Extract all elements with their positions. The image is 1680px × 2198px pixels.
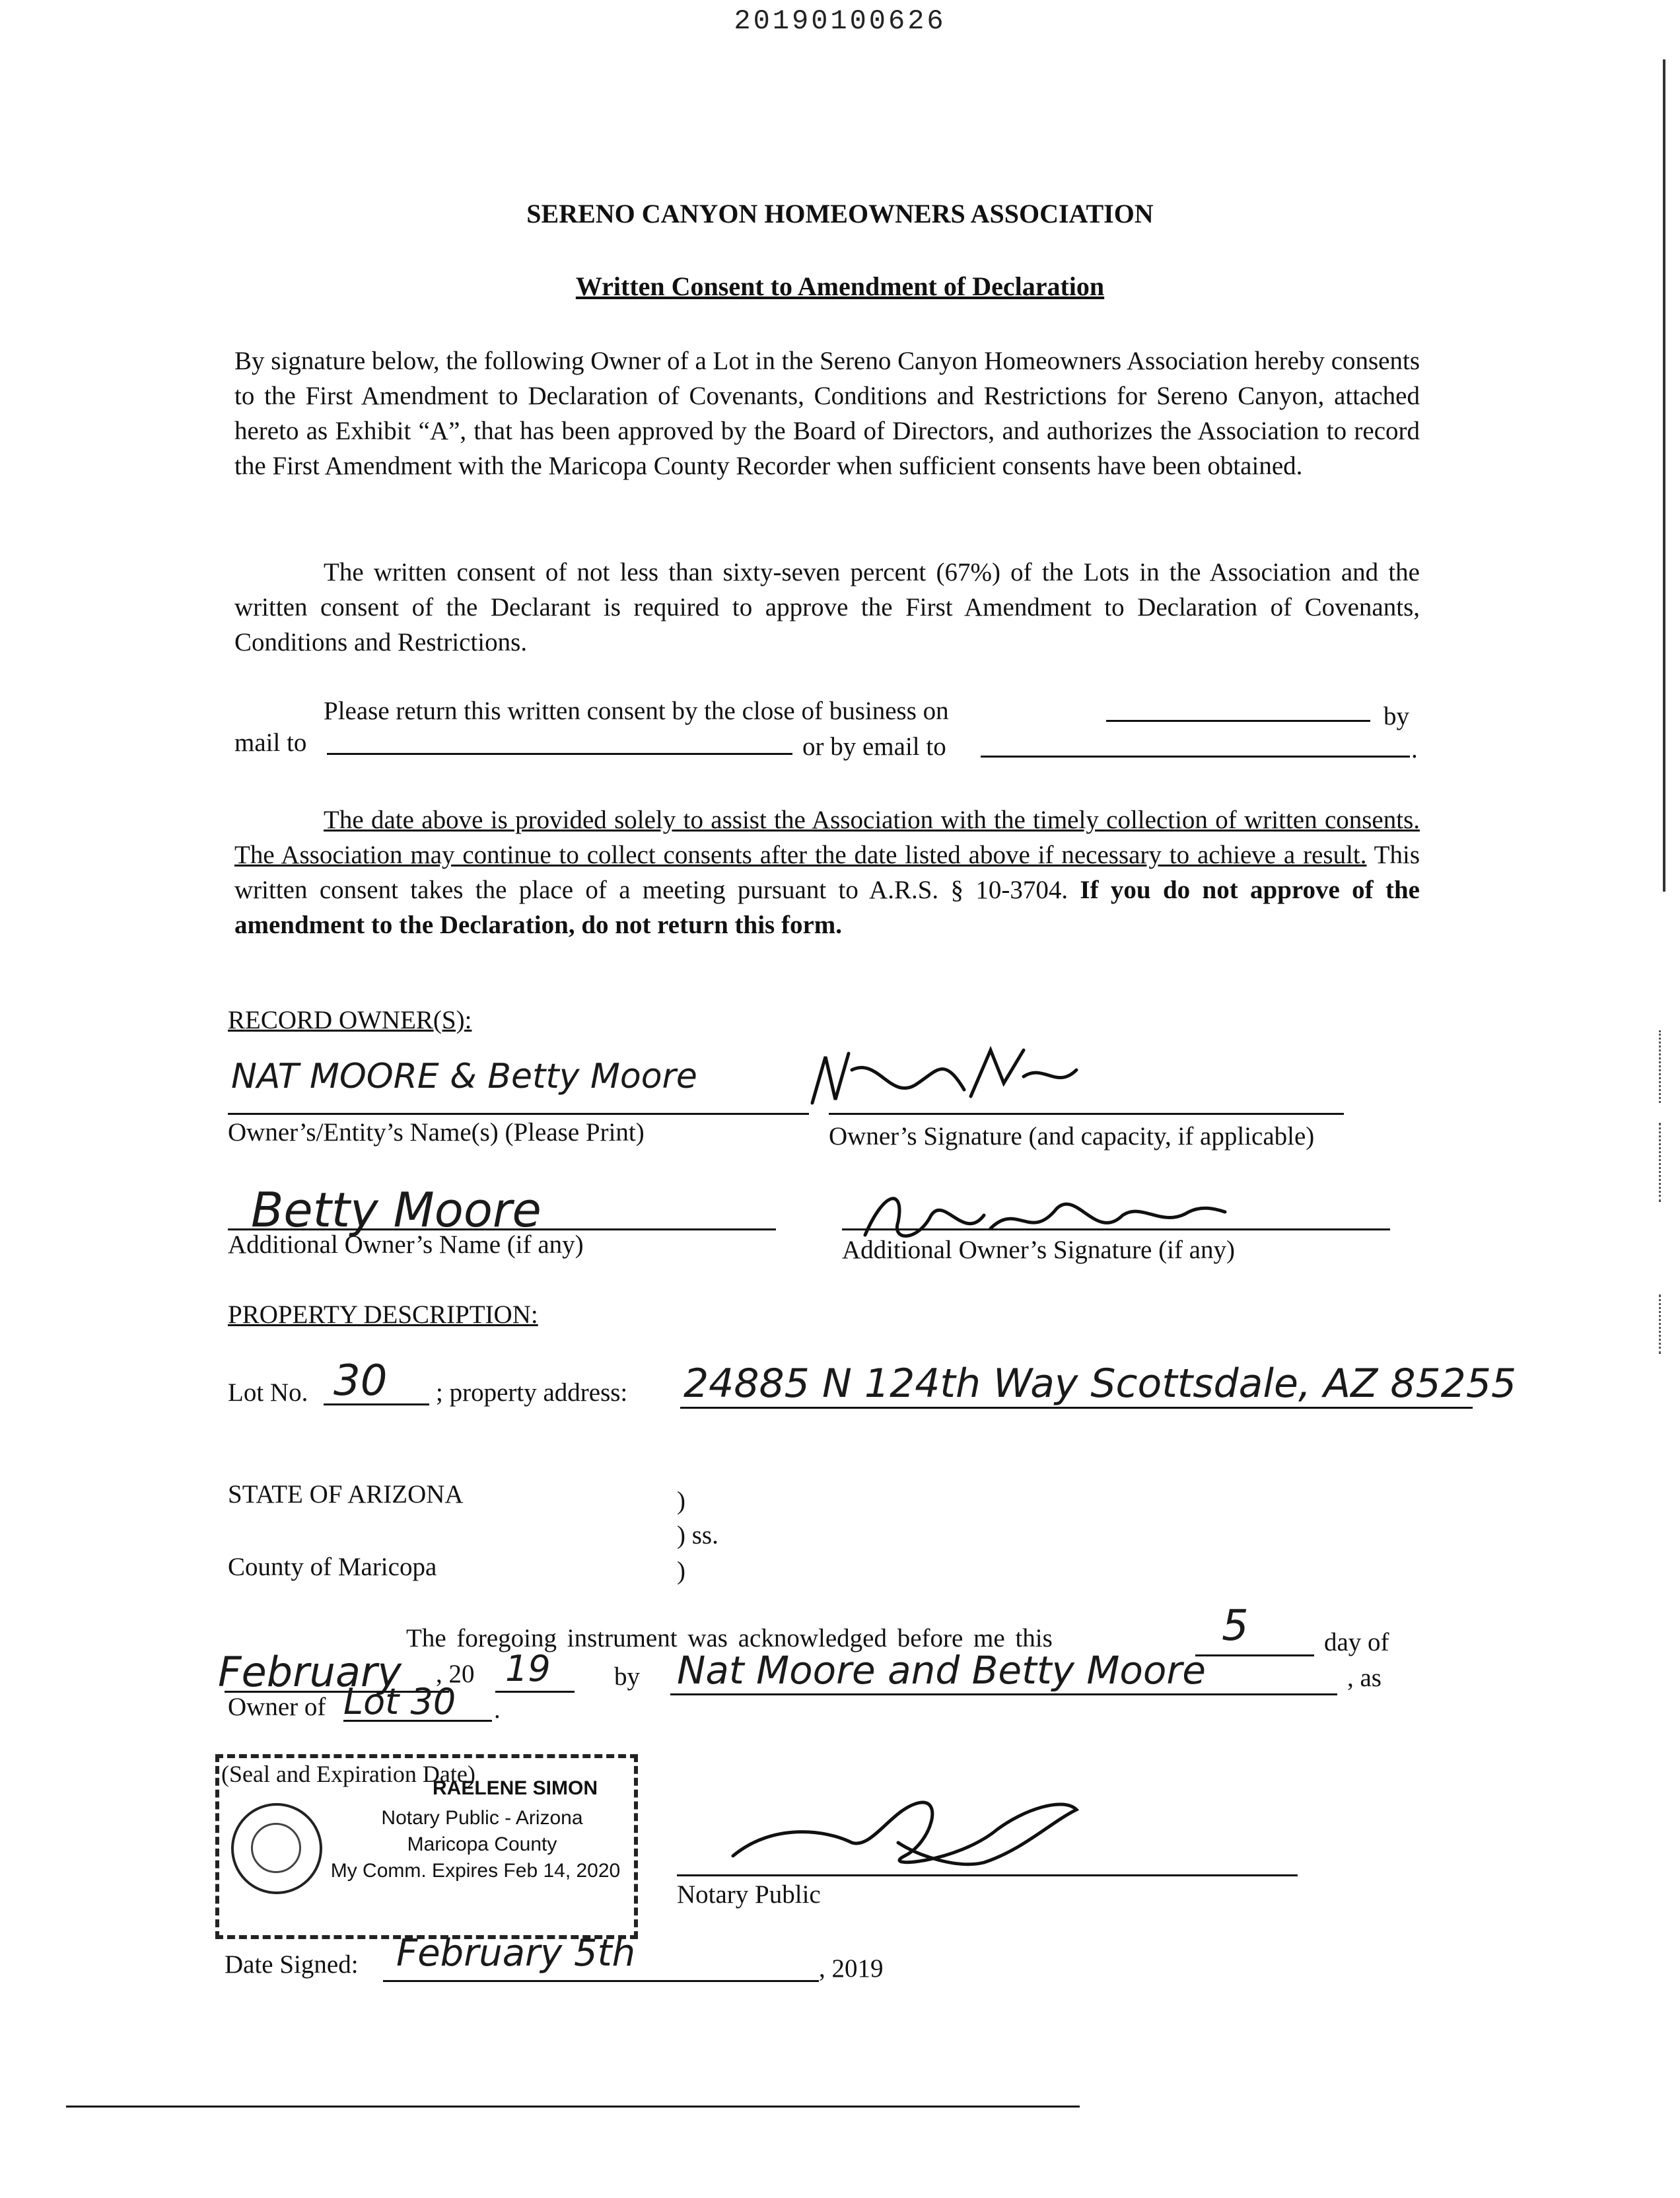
owner-signature-line [829,1113,1344,1115]
property-address-line [680,1407,1473,1409]
lot-label: Lot No. [228,1378,308,1407]
notice-underlined: The date above is provided solely to assist the Association with the timely collection of written consents. The Association may continue to collect consents after the date listed above if necessary to achieve a result. [234,806,1420,869]
county-paren: ) [677,1557,685,1585]
stamp-name: RAELENE SIMON [432,1777,598,1799]
state-paren: ) [677,1487,685,1515]
owner-of-line [343,1720,492,1722]
ack-year-prefix: , 20 [436,1660,475,1688]
record-owners-heading: RECORD OWNER(S): [228,1006,472,1034]
owner-of-label: Owner of [228,1693,326,1721]
seal-center-icon [251,1823,301,1873]
return-date-field[interactable] [1106,720,1370,722]
notice-text [234,802,1420,942]
ack-day-of: day of [1324,1628,1389,1656]
bottom-rule [66,2106,1080,2108]
state-label: STATE OF ARIZONA [228,1480,464,1508]
email-field[interactable] [981,756,1410,758]
property-address-label: ; property address: [436,1378,628,1407]
ack-month-value: February [218,1648,402,1696]
ack-by-line [670,1693,1337,1695]
email-period: . [1411,735,1418,763]
scan-dots [1659,1123,1661,1202]
mail-to-field[interactable] [327,753,792,755]
county-label: County of Maricopa [228,1553,437,1581]
ack-year-line [495,1691,575,1693]
notice-normal: This written consent takes the place of a meeting pursuant to A.R.S. § 10-3704. [234,841,1420,904]
ack-year-value: 19 [505,1648,551,1689]
owner-of-value: Lot 30 [343,1681,456,1722]
ss-label: ) ss. [677,1521,718,1549]
return-by-label: by [1383,702,1409,730]
owner-name-handwritten: NAT MOORE & Betty Moore [231,1057,697,1096]
notary-signature-line [677,1874,1298,1876]
mail-to-label: mail to [234,728,307,757]
owner-name-line [228,1113,809,1115]
document-number: 20190100626 [734,5,946,37]
notice-paragraph [234,802,1420,942]
additional-owner-signature-line [842,1228,1390,1230]
owner-signature-scribble [806,1044,1083,1116]
additional-owner-name-label: Additional Owner’s Name (if any) [228,1230,584,1259]
ack-by-label: by [614,1662,640,1691]
consent-text: By signature below, the following Owner of a Lot in the Sereno Canyon Homeowners Association hereby consents to the First Amendment to Declaration of Covenants, Conditions and Restrictions for Sereno Canyon, attached hereto as Exhibit “A”, that has been approved by the Board of Directors, and authorizes the Association to record the First Amendment with the Maricopa County Recorder when sufficient consents have been obtained. [234,347,1420,480]
ack-day-value: 5 [1222,1602,1249,1650]
lot-value: 30 [333,1357,388,1405]
additional-owner-name-handwritten: Betty Moore [251,1182,542,1238]
date-signed-label: Date Signed: [225,1950,359,1979]
notice-bold: If you do not approve of the amendment to the Declaration, do not return this form. [234,876,1420,939]
owner-name-label: Owner’s/Entity’s Name(s) (Please Print) [228,1118,645,1147]
consent-paragraph [234,343,1420,483]
ack-as-label: , as [1347,1664,1382,1692]
owner-signature-label: Owner’s Signature (and capacity, if applicable) [829,1122,1315,1151]
ack-by-value: Nat Moore and Betty Moore [677,1648,1206,1693]
scan-dots [1659,1294,1661,1354]
requirement-text: The written consent of not less than sixty-seven percent (67%) of the Lots in the Association and the written consent of the Declarant is required to approve the First Amendment to Declaration of Covenants, Conditions and Restrictions. [234,558,1420,656]
ack-day-line [1195,1654,1314,1656]
stamp-line1: Notary Public - Arizona [381,1807,583,1829]
date-signed-year: , 2019 [819,1954,884,1983]
property-address-value: 24885 N 124th Way Scottsdale, AZ 85255 [683,1361,1517,1407]
page-subtitle: Written Consent to Amendment of Declaration [575,271,1105,301]
scan-edge-line [1663,59,1665,892]
date-signed-value: February 5th [396,1932,636,1975]
stamp-line2: Maricopa County [407,1833,557,1855]
lot-line [324,1403,429,1405]
seal-label: (Seal and Expiration Date) [221,1761,475,1787]
scan-dots [1659,1030,1661,1103]
date-signed-line [383,1980,819,1982]
stamp-line3: My Comm. Expires Feb 14, 2020 [330,1860,621,1882]
return-instruction: Please return this written consent by the close of business on [324,697,949,725]
page-title: SERENO CANYON HOMEOWNERS ASSOCIATION [526,199,1154,229]
notary-public-label: Notary Public [677,1880,821,1909]
owner-of-end: . [494,1695,501,1724]
additional-owner-signature-label: Additional Owner’s Signature (if any) [842,1236,1235,1264]
requirement-paragraph [234,555,1420,660]
email-label: or by email to [802,732,946,761]
ack-text: The foregoing instrument was acknowledged before me this [406,1624,1053,1652]
notary-signature-scribble [720,1783,1090,1889]
property-heading: PROPERTY DESCRIPTION: [228,1300,538,1329]
